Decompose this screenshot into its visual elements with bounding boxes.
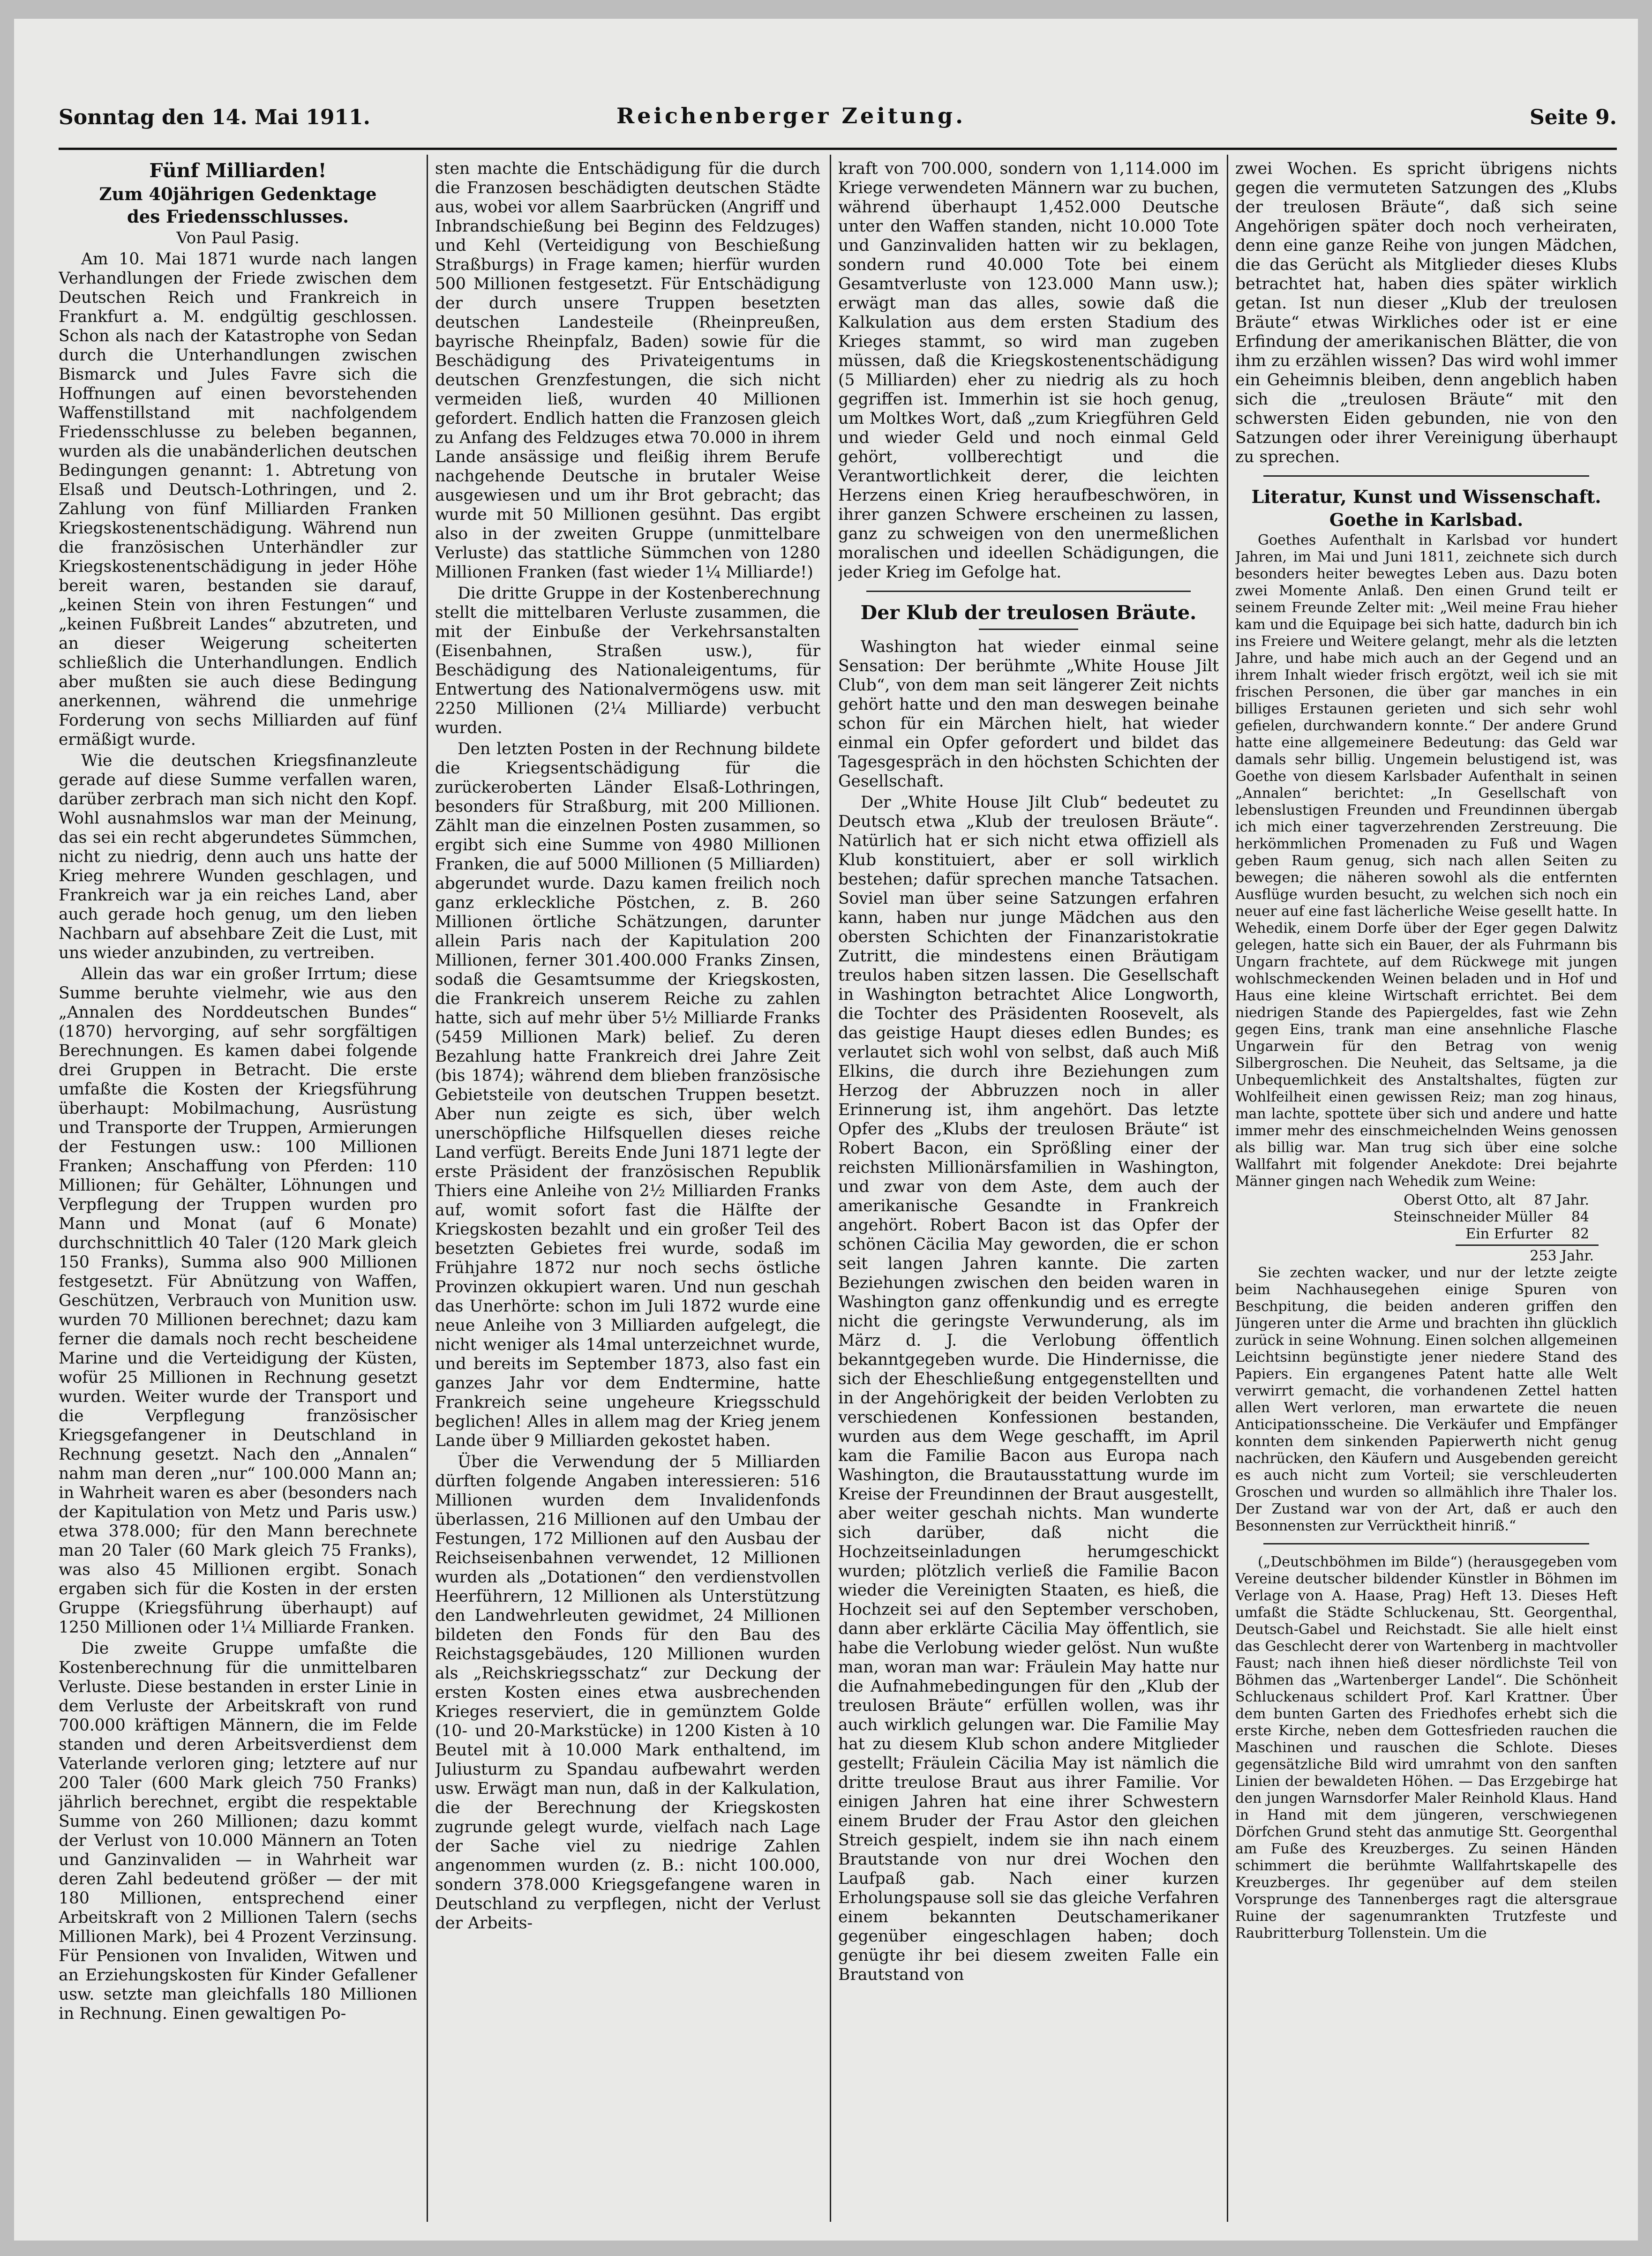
paragraph: Die zweite Gruppe umfaßte die Kostenberechnung für die unmittelbaren Verluste. Diese bestanden in erster Linie in dem Verluste der Arbeitskraft von rund 700.000 kräftigen Männern, die im Felde standen und deren Arbeitsverdienst dem Vaterlande verloren ging; letztere auf nur 200 Taler (600 Mark gleich 750 Franks) jährlich berechnet, ergibt die respektable Summe von 260 Millionen; dazu kommt der Verlust von 10.000 Männern an Toten und Ganzinvaliden — in Wahrheit war deren Zahl bedeutend größer — der mit 180 Millionen, entsprechend einer Arbeitskraft von 2 Millionen Talern (sechs Millionen Mark), bei 4 Prozent Verzinsung. Für Pensionen von Invaliden, Witwen und an Erziehungskosten für Kinder Gefallener usw. setzte man gleichfalls 180 Millionen in Rechnung. Einen gewaltigen Po- <box>59 1639 417 2023</box>
article-title: Fünf Milliarden! <box>149 159 327 182</box>
article-title: Der Klub der treulosen Bräute. <box>860 601 1197 624</box>
paragraph: Die dritte Gruppe in der Kostenberechnung stellt die mittelbaren Verluste zusammen, die mit der Einbuße der Verkehrsanstalten (Eisenbahnen, Straßen usw.), für Beschädigung des Nationaleigentums, für Entwertung des Nationalvermögens usw. mit 2250 Millionen (2¼ Milliarde) verbucht wurden. <box>435 584 820 737</box>
newspaper-page <box>14 19 1638 2241</box>
column-rule <box>427 155 428 2222</box>
column-2 <box>435 159 820 2222</box>
paragraph: sten machte die Entschädigung für die durch die Franzosen beschädigten deutschen Städte aus, wobei vor allem Saarbrücken (Angriff und Inbrandschießung bei Beginn des Feldzuges) und Kehl (Verteidigung von Beschießung Straßburgs) in Frage kamen; hierfür wurden 500 Millionen festgesetzt. Für Entschädigung der durch unsere Truppen besetzten deutschen Landesteile (Rheinpreußen, bayrische Rheinpfalz, Baden) sowie für die Beschädigung des Privateigentums in deutschen Grenzfestungen, die sich nicht vermeiden ließ, wurden 40 Millionen gefordert. Endlich hatten die Franzosen gleich zu Anfang des Feldzuges etwa 70.000 in ihrem Lande ansässige und fleißig ihrem Berufe nachgehende Deutsche in brutaler Weise ausgewiesen und um ihr Brot gebracht; das wurde mit 50 Millionen gesühnt. Das ergibt also in der zweiten Gruppe (unmittelbare Verluste) das stattliche Sümmchen von 1280 Millionen Franken (fast wieder 1¼ Milliarde!) <box>435 159 820 582</box>
article-subtitle: Zum 40jährigen Gedenktage <box>99 184 377 204</box>
column-3 <box>838 159 1219 2222</box>
article-title: Goethe in Karlsbad. <box>1329 510 1524 530</box>
header-rule <box>59 148 1617 150</box>
paragraph: Allein das war ein großer Irrtum; diese Summe beruhte vielmehr, wie aus den „Annalen des Norddeutschen Bundes“ (1870) hervorging, auf sehr sorgfältigen Berechnungen. Es kamen dabei folgende drei Gruppen in Betracht. Die erste umfaßte die Kosten der Kriegsführung überhaupt: Mobilmachung, Ausrüstung und Transporte der Truppen, Armierungen der Festungen usw.: 100 Millionen Franken; Anschaffung von Pferden: 110 Millionen; für Gehälter, Löhnungen und Verpflegung der Truppen wurden pro Mann und Monat (auf 6 Monate) durchschnittlich 40 Taler (120 Mark gleich 150 Franks), Summa also 900 Millionen festgesetzt. Für Abnützung von Waffen, Geschützen, Verbrauch von Munition usw. wurden 70 Millionen berechnet; dazu kam ferner die damals noch recht bescheidene Marine und die Verteidigung der Küsten, wofür 25 Millionen in Rechnung gesetzt wurden. Weiter wurde der Transport und die Verpflegung französischer Kriegsgefangener in Deutschland in Rechnung gesetzt. Nach den „Annalen“ nahm man deren „nur“ 100.000 Mann an; in Wahrheit waren es aber (besonders nach der Kapitulation von Metz und Paris usw.) etwa 378.000; für den Mann berechnete man 20 Taler (60 Mark gleich 75 Franks), was also 45 Millionen ergibt. Sonach ergaben sich für die Kosten in der ersten Gruppe (Kriegsführung überhaupt) auf 1250 Millionen oder 1¼ Milliarde Franken. <box>59 965 417 1637</box>
article-separator <box>1263 475 1589 477</box>
paragraph: Den letzten Posten in der Rechnung bildete die Kriegsentschädigung für die zurückeroberten Länder Elsaß-Lothringen, besonders für Straßburg, mit 200 Millionen. Zählt man die einzelnen Posten zusammen, so ergibt sich eine Summe von 4980 Millionen Franken, die auf 5000 Millionen (5 Milliarden) abgerundet wurde. Dazu kamen freilich noch ganz erkleckliche Pöstchen, z. B. 260 Millionen örtliche Schätzungen, darunter allein Paris nach der Kapitulation 200 Millionen, ferner 301.400.000 Franks Zinsen, sodaß die Gesamtsumme der Kriegskosten, die Frankreich unserem Reiche zu zahlen hatte, sich auf mehr über 5½ Milliarde Franks (5459 Millionen Mark) belief. Zu deren Bezahlung hatte Frankreich drei Jahre Zeit (bis 1874); während dem blieben französische Gebietsteile von deutschen Truppen besetzt. Aber nun zeigte es sich, über welch unerschöpfliche Hilfsquellen dieses reiche Land verfügt. Bereits Ende Juni 1871 legte der erste Präsident der französischen Republik Thiers eine Anleihe von 2½ Milliarden Franks auf, womit sofort fast die Hälfte der Kriegskosten bezahlt und ein großer Teil des besetzten Gebietes frei wurde, sodaß im Frühjahre 1872 nur noch sechs östliche Provinzen okkupiert waren. Und nun geschah das Unerhörte: schon im Juli 1872 wurde eine neue Anleihe von 3 Milliarden aufgelegt, die nicht weniger als 14mal unterzeichnet wurde, und bereits im September 1873, also fast ein ganzes Jahr vor dem Endtermine, hatte Frankreich seine ungeheure Kriegsschuld beglichen! Alles in allem mag der Krieg jenem Lande über 9 Milliarden gekostet haben. <box>435 740 820 1450</box>
age-row: Steinschneider Müller 84 <box>1393 1209 1589 1225</box>
paragraph: Wie die deutschen Kriegsfinanzleute gerade auf diese Summe verfallen waren, darüber zerbrach man sich nicht den Kopf. Wohl ausnahmslos war man der Meinung, das sei ein recht abgerundetes Sümmchen, nicht zu niedrig, denn auch uns hatte der Krieg mehrere Wunden geschlagen, und Frankreich war ja ein reiches Land, aber auch gerade hoch genug, um den lieben Nachbarn auf absehbare Zeit die Lust, mit uns wieder anzubinden, zu vertreiben. <box>59 751 417 962</box>
age-row: Ein Erfurter 82 <box>1465 1226 1589 1242</box>
article-separator <box>1263 1543 1589 1544</box>
age-table <box>1235 1192 1617 1243</box>
section-heading: Literatur, Kunst und Wissenschaft. <box>1251 486 1601 507</box>
paragraph: Washington hat wieder einmal seine Sensation: Der berühmte „White House Jilt Club“, von dem man seit längerer Zeit nichts gehört hatte und den man deswegen beinahe schon für ein Märchen hielt, hat wieder einmal ein Opfer gefordert und bildet das Tagesgespräch in den höchsten Schichten der Gesellschaft. <box>838 637 1219 791</box>
header-paper-name: Reichenberger Zeitung. <box>616 103 966 128</box>
paragraph: („Deutschböhmen im Bilde“) (herausgegeben vom Vereine deutscher bildender Künstler in Böhmen im Verlage von A. Haase, Prag) Heft 13. Dieses Heft umfaßt die Städte Schluckenau, Stt. Georgenthal, Deutsch-Gabel und Reichstadt. Sie alle hielt einst das Geschlecht derer von Wartenberg in machtvoller Faust; nach ihnen hieß dieser nördlichste Teil von Böhmen das „Wartenberger Landel“. Die Schönheit Schluckenaus schildert Prof. Karl Krattner. Über dem bunten Garten des Friedhofes erhebt sich die erste Kirche, neben dem Gottesfrieden rauchen die Maschinen und rauschen die Schlote. Dieses gegensätzliche Bild wird umrahmt von den sanften Linien der bewaldeten Höhen. — Das Erzgebirge hat den jungen Warnsdorfer Maler Reinhold Klaus. Hand in Hand mit dem jüngeren, verschwiegenen Dörfchen Grund steht das anmutige Stt. Georgenthal am Fuße des Kreuzberges. Zu seinen Händen schimmert die berühmte Wallfahrtskapelle des Kreuzberges. Ihr gegenüber auf dem steilen Vorsprunge des Tannenberges ragt die altersgraue Ruine der sagenumrankten Trutzfeste und Raubritterburg Tollenstein. Um die <box>1235 1554 1617 1941</box>
header-page-number: Seite 9. <box>1529 105 1617 129</box>
age-total: 253 Jahr. <box>1530 1248 1594 1264</box>
paragraph: kraft von 700.000, sondern von 1,114.000 im Kriege verwendeten Männern war zu buchen, während überhaupt 1,452.000 Deutsche unter den Waffen standen, nicht 10.000 Tote und Ganzinvaliden hatten wir zu beklagen, sondern rund 40.000 Tote bei einem Gesamtverluste von 123.000 Mann usw.); erwägt man das alles, sowie daß die Kalkulation aus dem ersten Stadium des Krieges stammt, so wird man zugeben müssen, daß die Kriegskostenentschädigung (5 Milliarden) eher zu niedrig als zu hoch gegriffen ist. Immerhin ist sie hoch genug, um Moltkes Wort, daß „zum Kriegführen Geld und wieder Geld und noch einmal Geld gehört, vollberechtigt und die Verantwortlichkeit derer, die leichten Herzens einen Krieg heraufbeschwören, in ihrer ganzen Schwere erscheinen zu lassen, ganz zu schweigen von den unermeßlichen moralischen und ideellen Schädigungen, die jeder Krieg im Gefolge hat. <box>838 159 1219 582</box>
article-byline: Von Paul Pasig. <box>176 229 300 247</box>
column-rule <box>1227 155 1228 2222</box>
paragraph: Am 10. Mai 1871 wurde nach langen Verhandlungen der Friede zwischen dem Deutschen Reich und Frankreich in Frankfurt a. M. endgültig geschlossen. Schon als nach der Katastrophe von Sedan durch die Unterhandlungen zwischen Bismarck und Jules Favre sich die Hoffnungen auf einen bevorstehenden Waffenstillstand mit nachfolgendem Friedensschlusse zu beleben begannen, wurden als die unabänderlichen deutschen Bedingungen genannt: 1. Abtretung von Elsaß und Deutsch-Lothringen, und 2. Zahlung von fünf Milliarden Franken Kriegskostenentschädigung. Während nun die französischen Unterhändler zur Kriegskostenentschädigung in jeder Höhe bereit waren, bestanden sie darauf, „keinen Stein von ihren Festungen“ und „keinen Fußbreit Landes“ abzutreten, und an dieser Weigerung scheiterten schließlich die Unterhandlungen. Endlich aber mußten sie auch diese Bedingung anerkennen, während die unmehrige Forderung von sechs Milliarden auf fünf ermäßigt wurde. <box>59 250 417 749</box>
page-header <box>59 101 1617 134</box>
column-4 <box>1235 159 1617 2222</box>
header-date: Sonntag den 14. Mai 1911. <box>59 105 370 129</box>
paragraph: Sie zechten wacker, und nur der letzte zeigte beim Nachhausegehen einige Spuren von Beschpitung, die beiden anderen griffen den Jüngeren unter die Arme und brachten ihn glücklich zurück in seine Wohnung. Einen solchen allgemeinen Leichtsinn begünstigte jener niedere Stand des Papiers. Ein ergangenes Patent hatte alle Welt verwirrt gemacht, die vorhandenen Zettel hatten allen Wert verloren, man erwartete die neuen Anticipationsscheine. Die Verkäufer und Empfänger konnten dem sinkenden Papierwerth nicht genug nachrücken, den Käufern und Ausgebenden gereicht es auch nicht zum Vorteil; sie verschleuderten Groschen und wurden so allmählich ihre Thaler los. Der Zustand war von der Art, daß er auch den Besonnensten zur Verrücktheit hinriß.“ <box>1235 1265 1617 1534</box>
age-row: Oberst Otto, alt 87 Jahr. <box>1404 1192 1589 1208</box>
article-separator <box>866 591 1191 592</box>
paragraph: Goethes Aufenthalt in Karlsbad vor hundert Jahren, im Mai und Juni 1811, zeichnete sich durch besonders heiter bewegtes Leben aus. Dazu boten zwei Momente Anlaß. Den einen Grund teilt er seinem Freunde Zelter mit: „Weil meine Frau hieher kam und die Equipage bei sich hatte, dadurch bin ich ins Freiere und Weitere gelangt, mehr als die letzten Jahre, und habe mich auch an der Gegend und an ihrem Inhalt wieder frisch ergötzt, weil ich sie mit frischen Personen, die über gar manches in ein billiges Erstaunen gerieten und sich sehr wohl gefielen, durchwandern konnte.“ Der andere Grund hatte eine allgemeinere Bedeutung: das Geld war damals sehr billig. Ungemein belustigend ist, was Goethe von diesem Karlsbader Aufenthalt in seinen „Annalen“ berichtet: „In Gesellschaft von lebenslustigen Freunden und Freundinnen übergab ich mich einer tagverzehrenden Zerstreuung. Die herkömmlichen Promenaden zu Fuß und Wagen geben Raum genug, sich nach allen Seiten zu bewegen; die näheren sowohl als die entfernten Ausflüge wurden besucht, zu welchen sich noch ein neuer auf eine fast lächerliche Weise gesellt hatte. In Wehedik, einem Dorfe über der Eger gegen Dalwitz gelegen, hatte sich ein Bauer, der als Fuhrmann bis Ungarn frachtete, auf dem Rückwege mit jungen wohlschmeckenden Weinen beladen und in Hof und Haus eine kleine Wirtschaft errichtet. Bei dem niedrigen Stande des Papiergeldes, fast wie Zehn gegen Eins, trank man eine ansehnliche Flasche Ungarwein für den Betrag von wenig Silbergroschen. Die Neuheit, das Seltsame, ja die Unbequemlichkeit des Anstaltshaltes, fügten zur Wohlfeilheit einen gewissen Reiz; man zog hinaus, man lachte, spottete über sich und andere und hatte immer mehr des einschmeichelnden Weins genossen als billig war. Man trug sich über eine solche Wallfahrt mit folgender Anekdote: Drei bejahrte Männer gingen nach Wehedik zum Weine: <box>1235 532 1617 1190</box>
paragraph: Über die Verwendung der 5 Milliarden dürften folgende Angaben interessieren: 516 Millionen wurden dem Invalidenfonds überlassen, 216 Millionen auf den Umbau der Festungen, 172 Millionen auf den Ausbau der Reichseisenbahnen verwendet, 12 Millionen wurden als „Dotationen“ den verdienstvollen Heerführern, 12 Millionen als Unterstützung den Landwehrleuten gewidmet, 24 Millionen bildeten den Fonds für den Bau des Reichstagsgebäudes, 120 Millionen wurden als „Reichskriegsschatz“ zur Deckung der ersten Kosten eines etwa ausbrechenden Krieges reserviert, die in gemünztem Golde (10- und 20-Markstücke) in 1200 Kisten à 10 Beutel mit à 10.000 Mark enthaltend, im Juliusturm zu Spandau aufbewahrt werden usw. Erwägt man nun, daß in der Kalkulation, die der Berechnung der Kriegskosten zugrunde gelegt wurde, vielfach nach Lage der Sache viel zu niedrige Zahlen angenommen wurden (z. B.: nicht 100.000, sondern 378.000 Kriegsgefangene waren in Deutschland zu verpflegen, nicht der Verlust der Arbeits- <box>435 1453 820 1933</box>
title-rule <box>979 629 1078 630</box>
column-rule <box>830 155 831 2222</box>
column-1 <box>59 159 417 2222</box>
paragraph: Der „White House Jilt Club“ bedeutet zu Deutsch etwa „Klub der treulosen Bräute“. Natürlich hat er sich nicht etwa offiziell als Klub konstituiert, aber er soll wirklich bestehen; dafür sprechen manche Tatsachen. Soviel man über seine Satzungen erfahren kann, haben nur junge Mädchen aus den obersten Schichten der Finanzaristokratie Zutritt, die mindestens einen Bräutigam treulos haben sitzen lassen. Die Gesellschaft in Washington betrachtet Alice Longworth, die Tochter des Präsidenten Roosevelt, als das geistige Haupt dieses edlen Bundes; es verlautet sich wohl von selbst, daß auch Miß Elkins, die durch ihre Beziehungen zum Herzog der Abbruzzen noch in aller Erinnerung ist, ihm angehört. Das letzte Opfer des „Klubs der treulosen Bräute“ ist Robert Bacon, ein Sprößling einer der reichsten Millionärsfamilien in Washington, und zwar von dem Aste, dem auch der amerikanische Gesandte in Frankreich angehört. Robert Bacon ist das Opfer der schönen Cäcilia May geworden, die er schon seit langen Jahren kannte. Die zarten Beziehungen zwischen den beiden waren in Washington ganz offenkundig und es erregte nicht die geringste Verwunderung, als im März d. J. die Verlobung öffentlich bekanntgegeben wurde. Die Hindernisse, die sich der Eheschließung entgegenstellten und in der Angehörigkeit der beiden Verlobten zu verschiedenen Konfessionen bestanden, wurden aus dem Wege geschafft, im April kam die Familie Bacon aus Europa nach Washington, die Brautausstattung wurde im Kreise der Freundinnen der Braut ausgestellt, aber weiter geschah nichts. Man wunderte sich darüber, daß nicht die Hochzeitseinladungen herumgeschickt wurden; plötzlich verließ die Familie Bacon wieder die Vereinigten Staaten, es hieß, die Hochzeit sei auf den September verschoben, dann aber erklärte Cäcilia May öffentlich, sie habe die Verlobung wieder gelöst. Nun wußte man, woran man war: Fräulein May hatte nur die Aufnahmebedingungen für den „Klub der treulosen Bräute“ erfüllen wollen, was ihr auch wirklich gelungen war. Die Familie May hat zu diesem Klub schon andere Mitglieder gestellt; Fräulein Cäcilia May ist nämlich die dritte treulose Braut aus ihrer Familie. Vor einigen Jahren hat eine ihrer Schwestern einem Bruder der Frau Astor den gleichen Streich gespielt, indem sie ihn nach einem Brautstande von nur drei Wochen den Laufpaß gab. Nach einer kurzen Erholungspause soll sie das gleiche Verfahren einem bekannten Deutschamerikaner gegenüber eingeschlagen haben; doch genügte ihr bei diesem zweiten Falle ein Brautstand von <box>838 793 1219 1984</box>
article-subtitle: des Friedensschlusses. <box>127 206 349 227</box>
sum-rule <box>1456 1244 1599 1246</box>
paragraph: zwei Wochen. Es spricht übrigens nichts gegen die vermuteten Satzungen des „Klubs der treulosen Bräute“, daß sich seine Angehörigen später doch noch verheiraten, denn eine ganze Reihe von jungen Mädchen, die das Gerücht als Mitglieder dieses Klubs betrachtet hat, haben dies später wirklich getan. Ist nun dieser „Klub der treulosen Bräute“ etwas Wirkliches oder ist er eine Erfindung der amerikanischen Blätter, die von ihm zu erzählen wissen? Das wird wohl immer ein Geheimnis bleiben, denn angeblich haben sich die „treulosen Bräute“ mit den schwersten Eiden gebunden, nie von den Satzungen oder ihrer Vereinigung überhaupt zu sprechen. <box>1235 159 1617 466</box>
